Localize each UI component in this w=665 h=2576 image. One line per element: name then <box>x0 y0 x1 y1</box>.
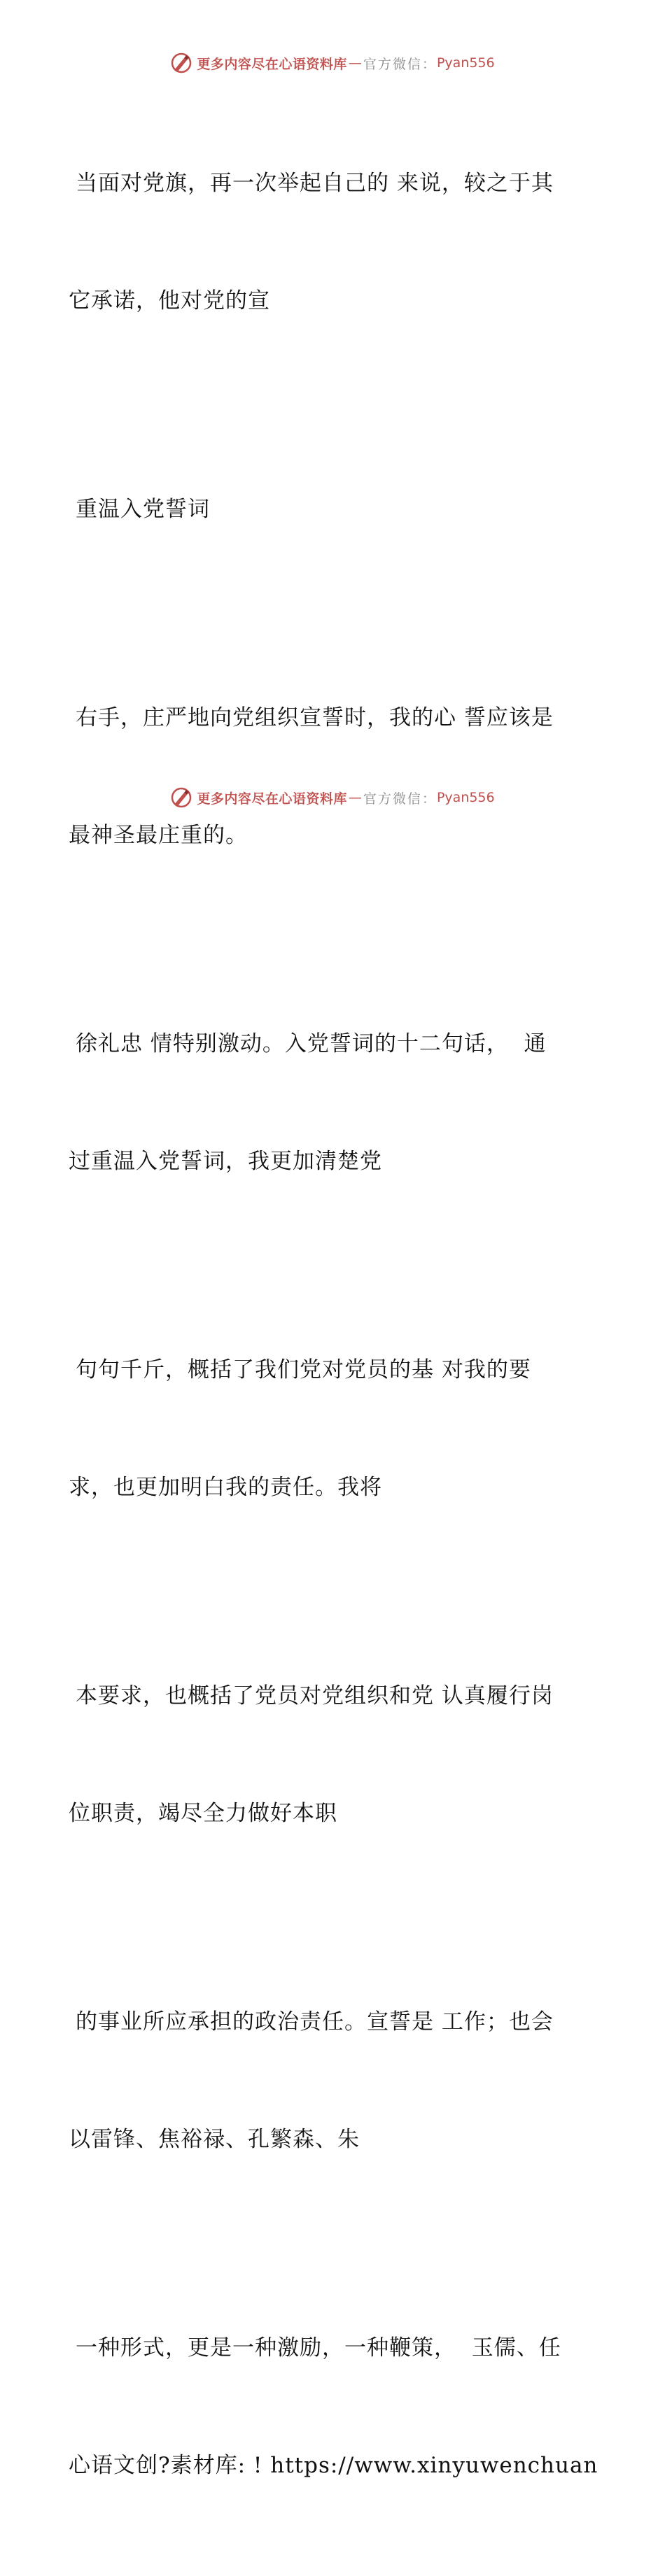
paragraph-line: 重温入党誓词 <box>76 497 210 522</box>
paragraph <box>69 1598 601 1911</box>
pen-circle-logo-icon <box>170 52 192 74</box>
paragraph <box>69 1924 601 2237</box>
paragraph-line: 求，也更加明白我的责任。我将 <box>69 1475 382 1500</box>
paragraph <box>69 2250 601 2563</box>
paragraph <box>69 1272 601 1585</box>
paragraph <box>69 946 601 1259</box>
watermark-dash: — <box>348 55 362 71</box>
watermark-official-label: 官方微信： <box>363 56 437 72</box>
paragraph-line: 位职责，竭尽全力做好本职 <box>69 1801 337 1826</box>
paragraph-line: 过重温入党誓词，我更加清楚党 <box>69 1149 382 1174</box>
paragraph <box>69 85 601 399</box>
paragraph-line: 一种形式，更是一种激励，一种鞭策， 玉儒、任 <box>76 2335 561 2361</box>
watermark-main-text: 更多内容尽在心语资料库 <box>197 56 347 72</box>
paragraph-line: 最神圣最庄重的。 <box>69 823 248 848</box>
paragraph-line: 心语文创?素材库: ! https://www.xinyuwenchuan <box>69 2453 598 2478</box>
paragraph-line: 右手，庄严地向党组织宣誓时，我的心 誓应该是 <box>76 705 554 730</box>
watermark-dash: — <box>348 790 362 805</box>
document-body <box>69 85 601 2576</box>
paragraph <box>69 411 601 607</box>
paragraph-line: 以雷锋、焦裕禄、孔繁森、朱 <box>69 2127 360 2152</box>
paragraph-line: 它承诺，他对党的宣 <box>69 288 270 313</box>
watermark-wechat-id: Pyan556 <box>436 55 495 71</box>
header-watermark <box>0 49 665 77</box>
paragraph-line: 当面对党旗，再一次举起自己的 来说，较之于其 <box>76 171 554 196</box>
watermark-official-label: 官方微信： <box>363 791 437 807</box>
footer-watermark <box>0 784 665 812</box>
paragraph-line: 的事业所应承担的政治责任。宣誓是 工作；也会 <box>76 2009 554 2034</box>
paragraph-line: 徐礼忠 情特别激动。入党誓词的十二句话， 通 <box>76 1031 547 1056</box>
watermark-wechat-id: Pyan556 <box>436 790 495 805</box>
watermark-main-text: 更多内容尽在心语资料库 <box>197 791 347 807</box>
paragraph-line: 本要求，也概括了党员对党组织和党 认真履行岗 <box>76 1683 554 1708</box>
pen-circle-logo-icon <box>170 786 192 809</box>
paragraph <box>69 620 601 933</box>
paragraph-line: 句句千斤，概括了我们党对党员的基 对我的要 <box>76 1357 531 1382</box>
